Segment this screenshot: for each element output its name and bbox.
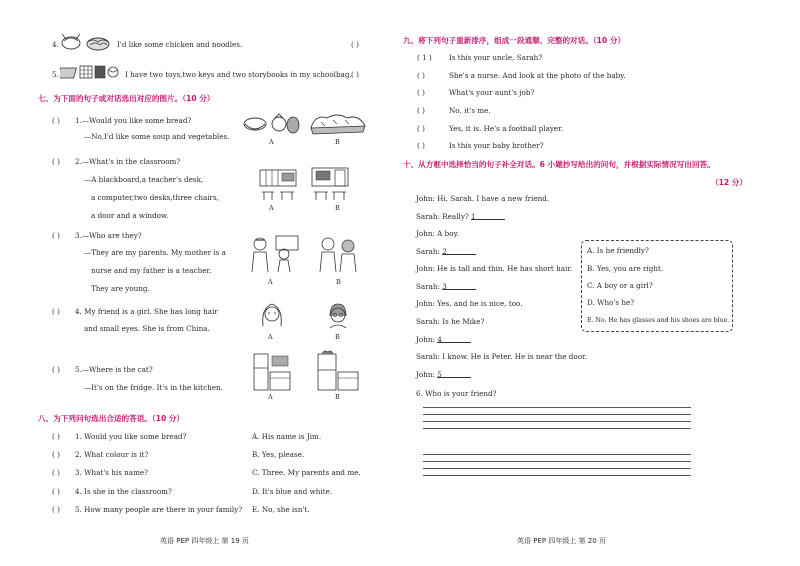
sec9-paren-6[interactable]: ( ) <box>417 141 425 150</box>
sec9-sentence-6: Is this your baby brother? <box>449 141 544 150</box>
dialogue-line-10-text: Sarah: I know. He is Peter. He is near the door. <box>416 352 587 361</box>
section-9-heading: 九、将下列句子重新排序，组成一段通顺、完整的对话。（10 分） <box>403 36 626 45</box>
blank-5[interactable]: 5 <box>437 370 471 378</box>
sec7-item-1-line-1: 1.—Would you like some bread? <box>75 116 192 125</box>
blank-3[interactable]: 3 <box>442 282 476 290</box>
sec7-item-3-line-3: nurse and my father is a teacher. <box>91 266 212 275</box>
writing-line[interactable] <box>423 407 691 408</box>
sec8-answer-e: E. No, she isn't. <box>252 505 310 514</box>
option-b: B. Yes, you are right. <box>587 264 664 273</box>
sec8-paren-4[interactable]: ( ) <box>52 487 60 496</box>
writing-line[interactable] <box>423 454 691 455</box>
sec7-item-5-line-2: —It's on the fridge. It's in the kitchen. <box>84 383 223 392</box>
sec7-item-2-label-b: B <box>335 204 340 212</box>
question-6: 6. Who is your friend? <box>416 389 497 398</box>
sec8-question-5: 5. How many people are there in your family? <box>75 505 243 514</box>
q6-item-5-answer-paren[interactable]: ( ) <box>351 70 359 79</box>
sec7-item-2-line-1: 2.—What's in the classroom? <box>75 157 181 166</box>
dialogue-line-2 <box>416 212 505 221</box>
sec8-paren-2[interactable]: ( ) <box>52 450 60 459</box>
sec7-item-2-line-3: a computer,two desks,three chairs, <box>91 193 219 202</box>
sec9-paren-1[interactable]: ( 1 ) <box>417 53 432 62</box>
sec7-item-1-label-b: B <box>335 138 340 146</box>
sec9-sentence-2: She's a nurse. And look at the photo of the baby. <box>449 71 626 80</box>
sec9-paren-5[interactable]: ( ) <box>417 124 425 133</box>
blank-1[interactable]: 1 <box>471 212 505 220</box>
dialogue-line-8-text: Sarah: Is he Mike? <box>416 317 485 326</box>
dialogue-line-5-text: John: He is tall and thin. He has short hair. <box>416 264 573 273</box>
right-page-footer: 英语 PEP 四年级上 第 20 页 <box>517 537 606 545</box>
sec8-paren-1[interactable]: ( ) <box>52 432 60 441</box>
sec7-item-2-label-a: A <box>269 204 274 212</box>
sec7-item-5-label-b: B <box>335 393 340 401</box>
sec9-paren-3[interactable]: ( ) <box>417 88 425 97</box>
sec7-item-3-line-4: They are young. <box>91 284 150 293</box>
sec9-paren-4[interactable]: ( ) <box>417 106 425 115</box>
sec8-answer-a: A. His name is Jim. <box>252 432 322 441</box>
dialogue-line-11-text: John: <box>416 370 438 379</box>
sec7-item-5-label-a: A <box>268 393 273 401</box>
q6-item-5-number: 5. <box>52 70 59 79</box>
sec7-item-4-paren[interactable]: ( ) <box>52 307 60 316</box>
q6-item-4-number: 4. <box>52 40 59 49</box>
dialogue-line-4-text: Sarah: <box>416 247 443 256</box>
sec7-item-2-line-2: —A blackboard,a teacher's desk, <box>84 175 204 184</box>
girl-short-hair-picture <box>324 300 352 330</box>
sec8-question-2: 2. What colour is it? <box>75 450 149 459</box>
sec8-question-1: 1. Would you like some bread? <box>75 432 187 441</box>
dialogue-line-4 <box>416 247 476 256</box>
dialogue-line-2-text: Sarah: Really? <box>416 212 472 221</box>
dialogue-line-6 <box>416 282 476 291</box>
writing-line[interactable] <box>423 468 691 469</box>
dialogue-line-1-text: John: Hi, Sarah. I have a new friend. <box>416 194 550 203</box>
girl-long-hair-picture <box>258 300 286 330</box>
option-a: A. Is he friendly? <box>587 246 649 255</box>
sec7-item-3-line-2: —They are my parents. My mother is a <box>84 248 226 257</box>
section-10-heading: 十、从方框中选择恰当的句子补全对话。6 小题抄写给出的问句，并根据实际情况写出回答。 <box>403 160 715 169</box>
dialogue-line-11 <box>416 370 471 379</box>
dialogue-line-1 <box>416 194 549 203</box>
classroom-picture-a <box>258 168 298 202</box>
kitchen-picture-a <box>252 352 292 392</box>
toys-keys-books-picture <box>60 62 120 82</box>
sec7-item-5-line-1: 5.—Where is the cat? <box>75 365 153 374</box>
sec8-paren-5[interactable]: ( ) <box>52 505 60 514</box>
writing-line[interactable] <box>423 428 691 429</box>
sec7-item-3-paren[interactable]: ( ) <box>52 231 60 240</box>
kitchen-picture-b <box>316 350 360 392</box>
sec7-item-3-label-a: A <box>268 278 273 286</box>
bread-picture <box>307 110 369 136</box>
dialogue-line-3-text: John: A boy. <box>416 229 459 238</box>
sec7-item-3-label-b: B <box>336 278 341 286</box>
classroom-picture-b <box>310 166 350 202</box>
sec8-answer-c: C. Three. My parents and me. <box>252 468 361 477</box>
dialogue-line-6-text: Sarah: <box>416 282 443 291</box>
sec7-item-1-line-2: —No,I'd like some soup and vegetables. <box>84 132 230 141</box>
option-d: D. Who's he? <box>587 298 635 307</box>
sec7-item-4-label-a: A <box>268 333 273 341</box>
sec8-question-4: 4. Is she in the classroom? <box>75 487 172 496</box>
blank-4[interactable]: 4 <box>437 335 471 343</box>
section-10-score: （12 分） <box>711 178 747 187</box>
blank-2[interactable]: 2 <box>442 247 476 255</box>
sec7-item-4-line-1: 4. My friend is a girl. She has long hair <box>75 307 218 316</box>
sec7-item-1-label-a: A <box>269 138 274 146</box>
section-7-heading: 七、为下面的句子或对话选出对应的图片。（10 分） <box>38 94 215 103</box>
sec7-item-4-label-b: B <box>335 333 340 341</box>
sec7-item-2-paren[interactable]: ( ) <box>52 157 60 166</box>
writing-line[interactable] <box>423 475 691 476</box>
sec8-paren-3[interactable]: ( ) <box>52 468 60 477</box>
sec9-sentence-3: What's your aunt's job? <box>449 88 535 97</box>
option-c: C. A boy or a girl? <box>587 281 653 290</box>
soup-vegetables-picture <box>243 112 301 136</box>
dialogue-line-3 <box>416 229 459 238</box>
dialogue-line-10 <box>416 352 587 361</box>
dialogue-line-7-text: John: Yes, and he is nice, too. <box>416 299 523 308</box>
option-e: E. No. He has glasses and his shoes are blue. <box>587 317 730 324</box>
dialogue-line-5 <box>416 264 572 273</box>
sec7-item-2-line-4: a door and a window. <box>91 211 169 220</box>
section-8-heading: 八、为下列问句选出合适的答语。（10 分） <box>38 414 185 423</box>
dialogue-line-9-text: John: <box>416 335 438 344</box>
sec7-item-1-paren[interactable]: ( ) <box>52 116 60 125</box>
writing-line[interactable] <box>423 421 691 422</box>
left-page-footer: 英语 PEP 四年级上 第 19 页 <box>160 537 249 545</box>
q6-item-5-text: I have two toys,two keys and two storybooks in my schoolbag. <box>125 70 352 79</box>
sec9-sentence-5: Yes, it is. He's a football player. <box>449 124 564 133</box>
sec8-answer-d: D. It's blue and white. <box>252 487 333 496</box>
dialogue-line-7 <box>416 299 523 308</box>
sec7-item-4-line-2: and small eyes. She is from China. <box>84 324 210 333</box>
dialogue-line-9 <box>416 335 471 344</box>
sec8-question-3: 3. What's his name? <box>75 468 149 477</box>
sec9-sentence-1: Is this your uncle, Sarah? <box>449 53 543 62</box>
chicken-noodles-picture <box>60 32 112 52</box>
nurse-teacher-picture <box>246 234 300 274</box>
writing-line[interactable] <box>423 414 691 415</box>
sec9-sentence-4: No, it's me. <box>449 106 491 115</box>
dialogue-line-8 <box>416 317 484 326</box>
sec7-item-5-paren[interactable]: ( ) <box>52 365 60 374</box>
q6-item-4-answer-paren[interactable]: ( ) <box>351 40 359 49</box>
writing-line[interactable] <box>423 461 691 462</box>
sec9-paren-2[interactable]: ( ) <box>417 71 425 80</box>
q6-item-4-text: I'd like some chicken and noodles. <box>117 40 243 49</box>
old-couple-picture <box>316 234 360 274</box>
sec8-answer-b: B. Yes, please. <box>252 450 305 459</box>
sec7-item-3-line-1: 3.—Who are they? <box>75 231 142 240</box>
